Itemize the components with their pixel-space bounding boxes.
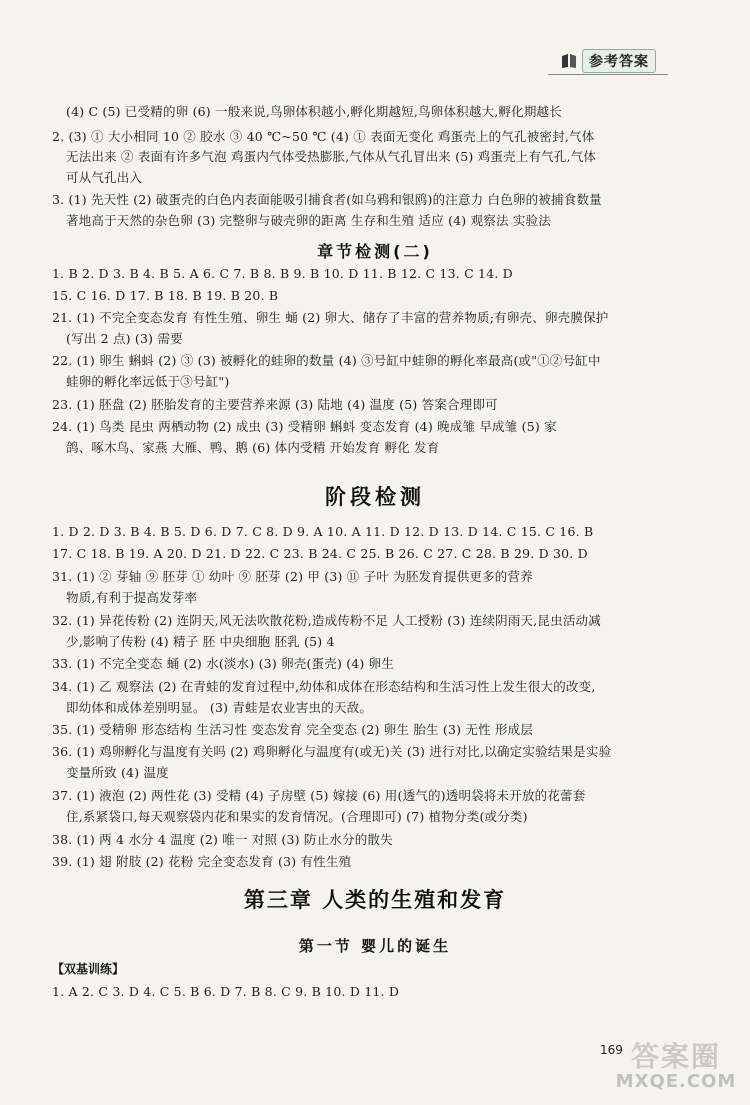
section-1-title: 第一节 婴儿的诞生: [298, 937, 452, 955]
book-icon: [560, 52, 578, 70]
answer-line: 少,影响了传粉 (4) 精子 胚 中央细胞 胚乳 (5) 4: [66, 634, 335, 649]
answer-line: 可从气孔出入: [66, 170, 143, 185]
page-number: 169: [600, 1043, 623, 1057]
answer-line: 31. (1) ② 芽轴 ⑨ 胚芽 ① 幼叶 ⑨ 胚芽 (2) 甲 (3) ⑪ 子叶 为胚发育提供更多的营养: [52, 569, 533, 584]
answer-line: 15. C 16. D 17. B 18. B 19. B 20. B: [52, 288, 279, 303]
answer-line: 1. A 2. C 3. D 4. C 5. B 6. D 7. B 8. C 9. B 10. D 11. D: [52, 984, 400, 999]
answer-line: 24. (1) 鸟类 昆虫 两栖动物 (2) 成虫 (3) 受精卵 蝌蚪 变态发育 (4) 晚成雏 早成雏 (5) 家: [52, 419, 557, 434]
site-watermark: [606, 1035, 746, 1099]
header-tab-label: 参考答案: [582, 49, 656, 73]
answer-line: 物质,有利于提高发芽率: [66, 590, 198, 605]
answer-line: 1. D 2. D 3. B 4. B 5. D 6. D 7. C 8. D 9. A 10. A 11. D 12. D 13. D 14. C 15. C 16. B: [52, 524, 594, 539]
answer-line: 33. (1) 不完全变态 蛹 (2) 水(淡水) (3) 卵壳(蛋壳) (4) 卵生: [52, 656, 395, 671]
answer-line: (写出 2 点) (3) 需要: [66, 331, 183, 346]
answer-line: 17. C 18. B 19. A 20. D 21. D 22. C 23. B 24. C 25. B 26. C 27. C 28. B 29. D 30. D: [52, 546, 588, 561]
answer-line: 无法出来 ② 表面有许多气泡 鸡蛋内气体受热膨胀,气体从气孔冒出来 (5) 鸡蛋壳上有气孔,气体: [66, 149, 597, 164]
answer-line: 22. (1) 卵生 蝌蚪 (2) ③ (3) 被孵化的蛙卵的数量 (4) ③号缸中蛙卵的孵化率最高(或"①②号缸中: [52, 353, 601, 368]
answer-line: 37. (1) 液泡 (2) 两性花 (3) 受精 (4) 子房壁 (5) 嫁接 (6) 用(透气的)透明袋将未开放的花蕾套: [52, 788, 586, 803]
answer-key-header-tab: [560, 50, 668, 72]
answer-line: 38. (1) 两 4 水分 4 温度 (2) 唯一 对照 (3) 防止水分的散失: [52, 832, 393, 847]
answer-line: 住,系紧袋口,每天观察袋内花和果实的发育情况。(合理即可) (7) 植物分类(或分类): [66, 809, 528, 824]
answer-line: 变量所致 (4) 温度: [66, 765, 169, 780]
chapter-test-heading: 章节检测(二): [317, 242, 433, 261]
answer-line: 著地高于天然的杂色卵 (3) 完整卵与破壳卵的距离 生存和生殖 适应 (4) 观察法 实验法: [66, 213, 551, 228]
watermark-domain: MXQE.COM: [615, 1071, 737, 1092]
answer-line: 1. B 2. D 3. B 4. B 5. A 6. C 7. B 8. B 9. B 10. D 11. B 12. C 13. C 14. D: [52, 266, 513, 281]
answer-line: 35. (1) 受精卵 形态结构 生活习性 变态发育 完全变态 (2) 卵生 胎生 (3) 无性 形成层: [52, 722, 534, 737]
answer-line: 鸽、啄木鸟、家燕 大雁、鸭、鹅 (6) 体内受精 开始发育 孵化 发育: [66, 440, 440, 455]
chapter-3-title: 第三章 人类的生殖和发育: [243, 888, 507, 912]
basic-training-label: 【双基训练】: [52, 962, 125, 976]
answer-line: 32. (1) 异花传粉 (2) 连阴天,风无法吹散花粉,造成传粉不足 人工授粉 (3) 连续阴雨天,昆虫活动减: [52, 613, 601, 628]
answer-line: 21. (1) 不完全变态发育 有性生殖、卵生 蛹 (2) 卵大、储存了丰富的营养物质;有卵壳、卵壳膜保护: [52, 310, 609, 325]
header-divider: [548, 74, 668, 75]
answer-line: 36. (1) 鸡卵孵化与温度有关吗 (2) 鸡卵孵化与温度有(或无)关 (3) 进行对比,以确定实验结果是实验: [52, 744, 612, 759]
stage-test-heading: 阶段检测: [325, 485, 425, 509]
answer-line: 即幼体和成体差别明显。 (3) 青蛙是农业害虫的天敌。: [66, 700, 373, 715]
answer-line: 39. (1) 翅 附肢 (2) 花粉 完全变态发育 (3) 有性生殖: [52, 854, 352, 869]
answer-line: 34. (1) 乙 观察法 (2) 在青蛙的发育过程中,幼体和成体在形态结构和生活习性上发生很大的改变,: [52, 679, 596, 694]
answer-line: (4) C (5) 已受精的卵 (6) 一般来说,鸟卵体积越小,孵化期越短,鸟卵体积越大,孵化期越长: [66, 104, 562, 119]
answer-line: 蛙卵的孵化率远低于③号缸"): [66, 374, 230, 389]
answer-line: 23. (1) 胚盘 (2) 胚胎发育的主要营养来源 (3) 陆地 (4) 温度 (5) 答案合理即可: [52, 397, 498, 412]
answer-line: 2. (3) ① 大小相同 10 ② 胶水 ③ 40 ℃~50 ℃ (4) ① 表面无变化 鸡蛋壳上的气孔被密封,气体: [52, 129, 595, 144]
answer-line: 3. (1) 先天性 (2) 破蛋壳的白色内表面能吸引捕食者(如乌鸦和银鸥)的注意力 白色卵的被捕食数量: [52, 192, 602, 207]
watermark-logo-text: 答案圈: [630, 1040, 721, 1073]
